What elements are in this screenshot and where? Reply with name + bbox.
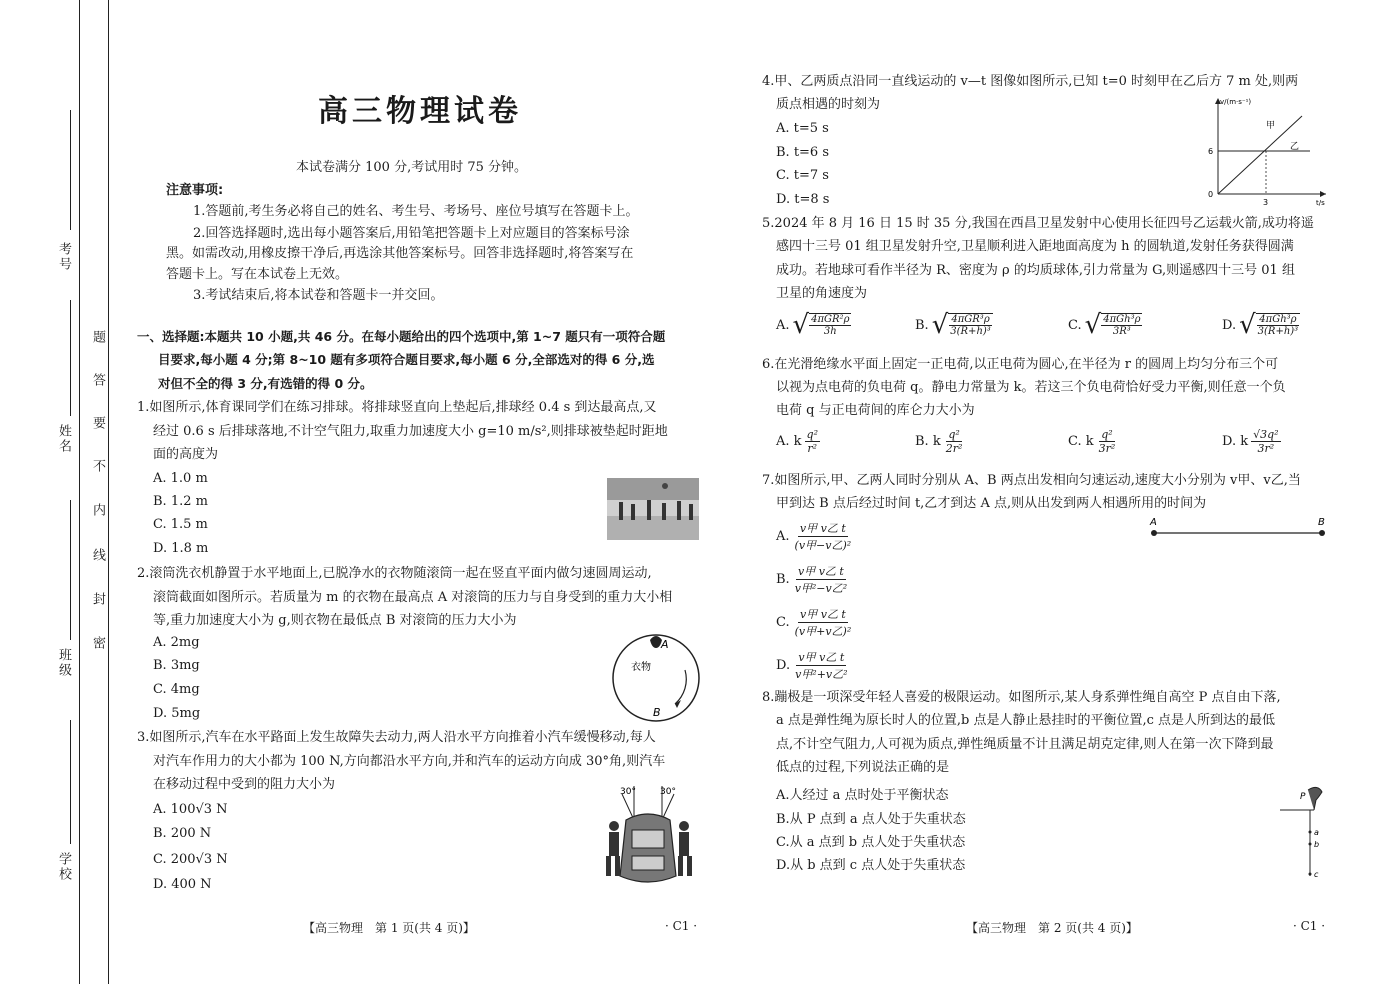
notice-line: 2.回答选择题时,选出每小题答案后,用铅笔把答题卡上对应题目的答案标号涂 (193, 226, 630, 241)
page-2-footer: 【高三物理 第 2 页(共 4 页)】 (966, 921, 1138, 935)
point-a-label: a (1314, 828, 1319, 837)
q3-option-a: A. 100√3 N (153, 802, 228, 817)
sqrt-icon: √ (931, 310, 949, 340)
graph-xlabel: t/s (1316, 199, 1325, 207)
binding-line-inner (108, 0, 109, 984)
seal-char: 内 (90, 503, 105, 518)
numerator: 4πGR²ρ (811, 314, 850, 325)
class-field (70, 500, 71, 640)
exam-number-field (70, 110, 71, 230)
option-letter: C. (776, 615, 790, 630)
denominator: (v甲−v乙)² (794, 539, 852, 552)
q2-option-b: B. 3mg (153, 658, 200, 673)
q3-option-c: C. 200√3 N (153, 852, 228, 867)
fraction (793, 520, 854, 553)
option-q7-b (776, 563, 849, 596)
q8-option-d: D.从 b 点到 c 点人处于失重状态 (776, 858, 966, 873)
page-1-footer: 【高三物理 第 1 页(共 4 页)】 (303, 921, 475, 935)
option-letter: A. k (776, 434, 802, 449)
numerator: q² (806, 428, 818, 441)
numerator: v甲 v乙 t (798, 651, 845, 664)
option-letter: C. k (1068, 434, 1094, 449)
q2-option-d: D. 5mg (153, 706, 201, 721)
fraction (948, 313, 993, 337)
fraction (809, 313, 851, 337)
seal-char: 密 (90, 636, 105, 651)
q3-option-b: B. 200 N (153, 826, 212, 841)
point-a-label: A (1150, 517, 1157, 528)
option-q5-c (1068, 312, 1142, 338)
binding-line-outer (79, 0, 80, 984)
vt-graph (1200, 94, 1332, 208)
q8-option-a: A.人经过 a 点时处于平衡状态 (776, 788, 949, 803)
sqrt-icon: √ (792, 310, 810, 340)
exam-subtitle: 本试卷满分 100 分,考试用时 75 分钟。 (296, 160, 528, 175)
question-5-line: 感四十三号 01 组卫星发射升空,卫星顺利进入距地面高度为 h 的圆轨道,发射任务获得圆满 (776, 239, 1294, 254)
numerator: q² (948, 428, 960, 441)
denominator: v甲²−v乙² (794, 582, 848, 595)
option-q5-d (1222, 312, 1300, 338)
figure-label: A (661, 638, 669, 651)
numerator: 4πGh³ρ (1103, 314, 1141, 325)
seal-char: 答 (90, 373, 105, 388)
q4-option-a: A. t=5 s (776, 121, 829, 136)
question-3-line: 在移动过程中受到的阻力大小为 (153, 777, 336, 792)
ab-line-figure (1146, 516, 1332, 542)
q1-option-a: A. 1.0 m (153, 471, 208, 486)
question-3-line: 3.如图所示,汽车在水平路面上发生故障失去动力,两人沿水平方向推着小汽车缓慢移动,每人 (137, 730, 656, 745)
denominator: (v甲+v乙)² (794, 625, 852, 638)
question-6-line: 电荷 q 与正电荷间的库仑力大小为 (776, 403, 975, 418)
denominator: 3r² (1098, 442, 1116, 455)
volleyball-photo (607, 478, 699, 540)
fraction (793, 563, 849, 596)
question-4-line: 质点相遇的时刻为 (776, 97, 881, 112)
question-8-line: 点,不计空气阻力,人可视为质点,弹性绳质量不计且满足胡克定律,则人在第一次下降到最 (776, 737, 1274, 752)
washing-drum-figure (605, 630, 707, 726)
label-name: 姓名 (56, 424, 71, 454)
question-2-line: 等,重力加速度大小为 g,则衣物在最低点 B 对滚筒的压力大小为 (153, 613, 517, 628)
seal-char: 封 (90, 592, 105, 607)
q8-option-c: C.从 a 点到 b 点人处于失重状态 (776, 835, 966, 850)
point-c-label: c (1314, 870, 1319, 879)
point-p-label: P (1300, 792, 1306, 802)
question-6-line: 6.在光滑绝缘水平面上固定一正电荷,以正电荷为圆心,在半径为 r 的圆周上均匀分布三个可 (762, 357, 1279, 372)
question-6-line: 以视为点电荷的负电荷 q。静电力常量为 k。若这三个负电荷恰好受力平衡,则任意一个负 (776, 380, 1286, 395)
numerator: q² (1101, 428, 1113, 441)
figure-label: B (653, 706, 661, 719)
option-q5-a (776, 312, 851, 338)
option-q6-b (915, 428, 964, 455)
question-8-line: 低点的过程,下列说法正确的是 (776, 760, 950, 775)
graph-line-yi: 乙 (1290, 142, 1300, 152)
denominator: v甲²+v乙² (795, 668, 848, 681)
q2-option-a: A. 2mg (153, 635, 200, 650)
fraction (793, 649, 849, 682)
fraction (1256, 313, 1301, 337)
point-b-label: B (1318, 517, 1325, 528)
q2-option-c: C. 4mg (153, 682, 200, 697)
numerator: v甲 v乙 t (798, 565, 844, 578)
numerator: v甲 v乙 t (799, 522, 846, 535)
question-3-line: 对汽车作用力的大小都为 100 N,方向都沿水平方向,并和汽车的运动方向成 30°角,则汽车 (153, 754, 666, 769)
notice-line: 黑。如需改动,用橡皮擦干净后,再选涂其他答案标号。回答非选择题时,将答案写在 (166, 246, 634, 261)
question-5-line: 卫星的角速度为 (776, 286, 868, 301)
seal-char: 不 (90, 459, 105, 474)
seal-char: 要 (90, 416, 105, 431)
graph-line-jia: 甲 (1266, 121, 1276, 131)
name-field (70, 300, 71, 416)
denominator: 3h (823, 326, 837, 337)
label-school: 学校 (56, 852, 71, 882)
option-q6-d (1222, 428, 1281, 455)
question-2-line: 滚筒截面如图所示。若质量为 m 的衣物在最高点 A 对滚筒的压力与自身受到的重力大小相 (153, 590, 673, 605)
numerator: 4πGh³ρ (1259, 314, 1297, 325)
question-4-line: 4.甲、乙两质点沿同一直线运动的 v—t 图像如图所示,已知 t=0 时刻甲在乙后方 7 m 处,则两 (762, 74, 1299, 89)
numerator: v甲 v乙 t (800, 608, 846, 621)
fraction (1251, 428, 1280, 455)
option-q7-a (776, 520, 853, 553)
option-letter: D. (776, 658, 791, 673)
option-q7-d (776, 649, 850, 682)
question-7-line: 7.如图所示,甲、乙两人同时分别从 A、B 两点出发相向匀速运动,速度大小分别为 v甲、v乙,当 (762, 473, 1301, 488)
option-q5-b (915, 312, 993, 338)
option-q6-a (776, 428, 820, 455)
option-letter: B. (776, 572, 790, 587)
page-2-code: · C1 · (1293, 919, 1326, 933)
graph-origin: 0 (1208, 190, 1214, 199)
q8-option-b: B.从 P 点到 a 点人处于失重状态 (776, 812, 966, 827)
q1-option-d: D. 1.8 m (153, 541, 209, 556)
label-exam-number: 考号 (56, 242, 71, 272)
q1-option-c: C. 1.5 m (153, 517, 208, 532)
question-2-line: 2.滚筒洗衣机静置于水平地面上,已脱净水的衣物随滚筒一起在竖直平面内做匀速圆周运动, (137, 566, 652, 581)
q4-option-c: C. t=7 s (776, 168, 829, 183)
denominator: 3(R+h)³ (1257, 326, 1299, 337)
question-5-line: 成功。若地球可看作半径为 R、密度为 ρ 的均质球体,引力常量为 G,则遥感四十三号 01 组 (776, 263, 1295, 278)
section-heading: 对但不全的得 3 分,有选错的得 0 分。 (158, 376, 373, 391)
question-8-line: a 点是弹性绳为原长时人的位置,b 点是人静止悬挂时的平衡位置,c 点是人所到达的最低 (776, 713, 1276, 728)
option-letter: B. (915, 317, 929, 333)
denominator: 3R³ (1112, 326, 1131, 337)
car-pushing-figure (600, 780, 704, 890)
question-1-line: 1.如图所示,体育课同学们在练习排球。将排球竖直向上垫起后,排球经 0.4 s 到达最高点,又 (137, 400, 657, 415)
graph-xtick: 3 (1263, 198, 1269, 207)
numerator: 4πGR³ρ (951, 314, 990, 325)
option-letter: A. (776, 529, 790, 544)
bungee-figure (1272, 784, 1332, 880)
question-1-line: 面的高度为 (153, 447, 219, 462)
point-b-label: b (1314, 840, 1320, 849)
option-letter: D. (1222, 317, 1237, 333)
notice-line: 3.考试结束后,将本试卷和答题卡一并交回。 (193, 288, 444, 303)
option-letter: D. k (1222, 434, 1249, 449)
option-q7-c (776, 606, 853, 639)
denominator: 3r² (1257, 442, 1275, 455)
option-letter: C. (1068, 317, 1082, 333)
fraction (1101, 313, 1142, 337)
page-title: 高三物理试卷 (318, 94, 522, 129)
graph-ytick: 6 (1208, 147, 1214, 156)
option-letter: B. k (915, 434, 941, 449)
school-field (70, 720, 71, 844)
notice-heading: 注意事项: (166, 183, 224, 198)
section-heading: 目要求,每小题 4 分;第 8~10 题有多项符合题目要求,每小题 6 分,全部选对的得 6 分,选 (158, 352, 655, 367)
seal-char: 题 (90, 330, 105, 345)
label-class: 班级 (56, 648, 71, 678)
angle-label: 30° (660, 787, 676, 797)
notice-line: 答题卡上。写在本试卷上无效。 (166, 267, 349, 282)
numerator: √3q² (1253, 428, 1279, 441)
graph-ylabel: v/(m·s⁻¹) (1220, 98, 1252, 106)
q4-option-d: D. t=8 s (776, 192, 830, 207)
fraction (793, 606, 854, 639)
question-1-line: 经过 0.6 s 后排球落地,不计空气阻力,取重力加速度大小 g=10 m/s²,则排球被垫起时距地 (153, 424, 668, 439)
denominator: 2r² (945, 442, 963, 455)
q4-option-b: B. t=6 s (776, 145, 830, 160)
option-letter: A. (776, 317, 790, 333)
q3-option-d: D. 400 N (153, 877, 212, 892)
figure-label: 衣物 (631, 662, 651, 673)
seal-char: 线 (90, 548, 105, 563)
denominator: 3(R+h)³ (950, 326, 991, 337)
question-7-line: 甲到达 B 点后经过时间 t,乙才到达 A 点,则从出发到两人相遇所用的时间为 (776, 496, 1207, 511)
page-1-code: · C1 · (665, 919, 698, 933)
section-heading: 一、选择题:本题共 10 小题,共 46 分。在每小题给出的四个选项中,第 1~7 题只有一项符合题 (137, 329, 666, 344)
question-5-line: 5.2024 年 8 月 16 日 15 时 35 分,我国在西昌卫星发射中心使用长征四号乙运载火箭,成功将遥 (762, 216, 1314, 231)
question-8-line: 8.蹦极是一项深受年轻人喜爱的极限运动。如图所示,某人身系弹性绳自高空 P 点自由下落, (762, 690, 1281, 705)
q1-option-b: B. 1.2 m (153, 494, 208, 509)
angle-label: 30° (620, 787, 636, 797)
fraction (805, 428, 820, 455)
option-q6-c (1068, 428, 1117, 455)
fraction (1097, 428, 1118, 455)
sqrt-icon: √ (1084, 310, 1102, 340)
fraction (944, 428, 965, 455)
notice-line: 1.答题前,考生务必将自己的姓名、考生号、考场号、座位号填写在答题卡上。 (193, 204, 639, 219)
denominator: r² (807, 442, 818, 455)
sqrt-icon: √ (1239, 310, 1256, 340)
